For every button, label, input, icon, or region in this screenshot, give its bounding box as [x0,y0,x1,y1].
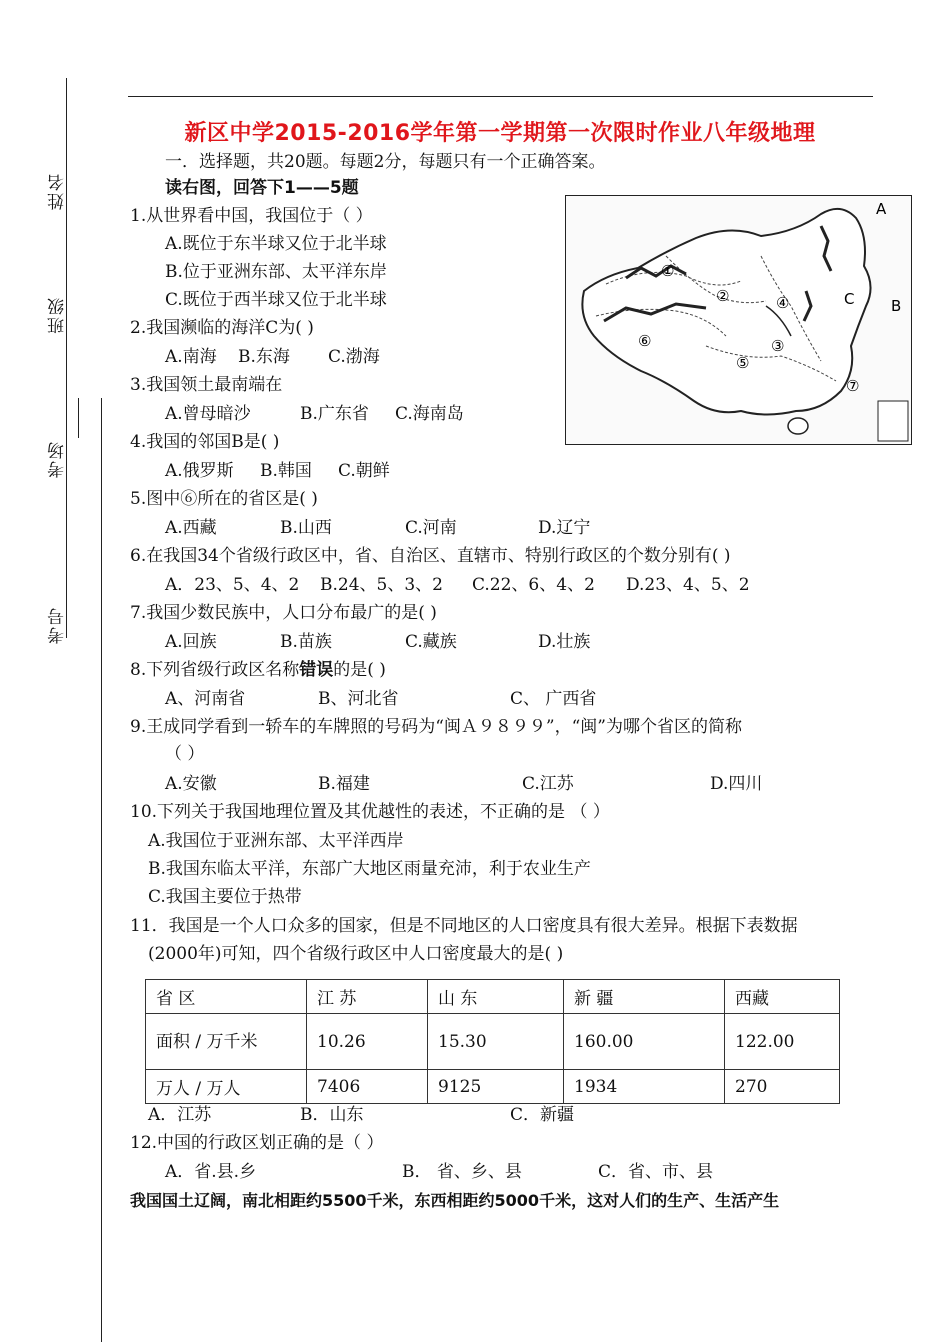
q7-option-c[interactable]: C.藏族 [405,632,457,652]
table-row [146,1014,840,1070]
q10-stem: 10.下列关于我国地理位置及其优越性的表述，不正确的是 （ ） [130,802,610,822]
q5-option-c[interactable]: C.河南 [405,518,457,538]
q7-option-b[interactable]: B.苗族 [280,632,332,652]
map-label-7: ⑦ [846,377,860,395]
q6-option-a[interactable]: A．23、5、4、2 [165,575,300,595]
q3-stem: 3.我国领土最南端在 [130,375,283,395]
map-label-3: ③ [771,337,785,355]
q3-option-c[interactable]: C.海南岛 [395,404,464,424]
room-field-short-line [78,398,79,438]
map-label-2: ② [716,287,730,305]
table-cell: 山 东 [428,980,564,1014]
q8-option-c[interactable]: C、 广西省 [510,689,597,709]
top-rule [128,96,873,97]
q7-option-d[interactable]: D.壮族 [538,632,591,652]
q7-stem: 7.我国少数民族中，人口分布最广的是( ) [130,603,437,623]
map-label-c: C [844,290,855,308]
map-label-b: B [891,297,902,315]
q2-stem: 2.我国濒临的海洋C为( ) [130,318,314,338]
q5-option-d[interactable]: D.辽宁 [538,518,591,538]
q6-option-d[interactable]: D.23、4、5、2 [626,575,750,595]
q2-option-c[interactable]: C.渤海 [328,347,380,367]
number-label: 考号 [48,606,68,644]
table-cell: 新 疆 [564,980,725,1014]
q3-option-b[interactable]: B.广东省 [300,404,369,424]
q4-option-b[interactable]: B.韩国 [260,461,312,481]
q12-option-b[interactable]: B． 省、乡、县 [402,1162,522,1182]
number-field[interactable] [66,500,67,600]
china-map [565,195,912,445]
table-row [146,1070,840,1104]
page-title: 新区中学2015-2016学年第一学期第一次限时作业八年级地理 [184,121,816,146]
q6-option-b[interactable]: B.24、5、3、2 [320,575,443,595]
q10-option-b[interactable]: B.我国东临太平洋，东部广大地区雨量充沛，利于农业生产 [148,859,591,879]
section-heading: 一．选择题，共20题。每题2分，每题只有一个正确答案。 [165,152,606,172]
table-cell: 7406 [307,1070,428,1104]
map-prompt: 读右图，回答下1——5题 [165,178,359,198]
q12-option-c[interactable]: C．省、市、县 [598,1162,714,1182]
q4-option-c[interactable]: C.朝鲜 [338,461,390,481]
class-label: 班级 [48,296,68,334]
table-cell: 15.30 [428,1014,564,1070]
q2-option-b[interactable]: B.东海 [238,347,290,367]
name-label: 姓名 [48,172,68,210]
class-field[interactable] [66,220,67,290]
table-cell: 西藏 [725,980,840,1014]
table-row [146,980,840,1014]
table-cell: 万人 / 万人 [146,1070,307,1104]
q5-option-b[interactable]: B.山西 [280,518,332,538]
q9-option-b[interactable]: B.福建 [318,774,370,794]
q12-option-a[interactable]: A．省.县.乡 [165,1162,257,1182]
q6-stem: 6.在我国34个省级行政区中，省、自治区、直辖市、特别行政区的个数分别有( ) [130,546,731,566]
table-cell: 270 [725,1070,840,1104]
q12-stem: 12.中国的行政区划正确的是（ ） [130,1133,384,1153]
q9-option-c[interactable]: C.江苏 [522,774,574,794]
room-field[interactable] [66,350,67,434]
q1-option-b[interactable]: B.位于亚洲东部、太平洋东岸 [165,262,387,282]
map-label-6: ⑥ [638,332,652,350]
q3-option-a[interactable]: A.曾母暗沙 [165,404,251,424]
map-label-1: ① [661,262,675,280]
q8-stem [130,659,386,681]
q1-stem: 1.从世界看中国，我国位于（ ） [130,206,373,226]
q4-option-a[interactable]: A.俄罗斯 [165,461,234,481]
table-cell: 面积 / 万千米 [146,1014,307,1070]
q2-option-a[interactable]: A.南海 [165,347,217,367]
q6-option-c[interactable]: C.22、6、4、2 [472,575,595,595]
q1-option-a[interactable]: A.既位于东半球又位于北半球 [165,234,387,254]
q11-stem-cont: (2000年)可知，四个省级行政区中人口密度最大的是( ) [148,944,564,964]
q10-option-c[interactable]: C.我国主要位于热带 [148,887,302,907]
map-label-4: ④ [776,294,790,312]
q11-option-c[interactable]: C．新疆 [510,1105,575,1125]
q9-stem-cont: （ ） [165,744,205,764]
q8-option-a[interactable]: A、河南省 [165,689,246,709]
q8-stem-after: 的是( ) [333,660,386,680]
q10-option-a[interactable]: A.我国位于亚洲东部、太平洋西岸 [148,831,404,851]
q4-stem: 4.我国的邻国B是( ) [130,432,280,452]
q11-option-b[interactable]: B．山东 [300,1105,364,1125]
q8-option-b[interactable]: B、河北省 [318,689,399,709]
q1-option-c[interactable]: C.既位于西半球又位于北半球 [165,290,387,310]
table-cell: 160.00 [564,1014,725,1070]
table-cell: 9125 [428,1070,564,1104]
q11-stem: 11．我国是一个人口众多的国家，但是不同地区的人口密度具有很大差异。根据下表数据 [130,916,798,936]
closing-paragraph: 我国国土辽阔，南北相距约5500千米，东西相距约5000千米，这对人们的生产、生活产生 [130,1191,780,1210]
table-cell: 江 苏 [307,980,428,1014]
q5-option-a[interactable]: A.西藏 [165,518,217,538]
q8-stem-before: 8.下列省级行政区名称 [130,660,300,680]
q7-option-a[interactable]: A.回族 [165,632,217,652]
table-cell: 10.26 [307,1014,428,1070]
name-field[interactable] [66,78,67,168]
china-map-drawing [566,196,911,444]
table-cell: 省 区 [146,980,307,1014]
q8-stem-emphasis: 错误 [299,660,334,680]
map-label-5: ⑤ [736,354,750,372]
q9-option-a[interactable]: A.安徽 [165,774,217,794]
room-label: 考场 [48,440,68,478]
q5-stem: 5.图中⑥所在的省区是( ) [130,489,318,509]
table-cell: 1934 [564,1070,725,1104]
table-cell: 122.00 [725,1014,840,1070]
population-table [145,979,840,1104]
q9-stem: 9.王成同学看到一轿车的车牌照的号码为“闽Ａ９８９９”，“闽”为哪个省区的简称 [130,717,742,737]
map-label-a: A [876,200,887,218]
q11-option-a[interactable]: A．江苏 [148,1105,212,1125]
q9-option-d[interactable]: D.四川 [710,774,763,794]
binding-line-inner [101,398,102,1342]
